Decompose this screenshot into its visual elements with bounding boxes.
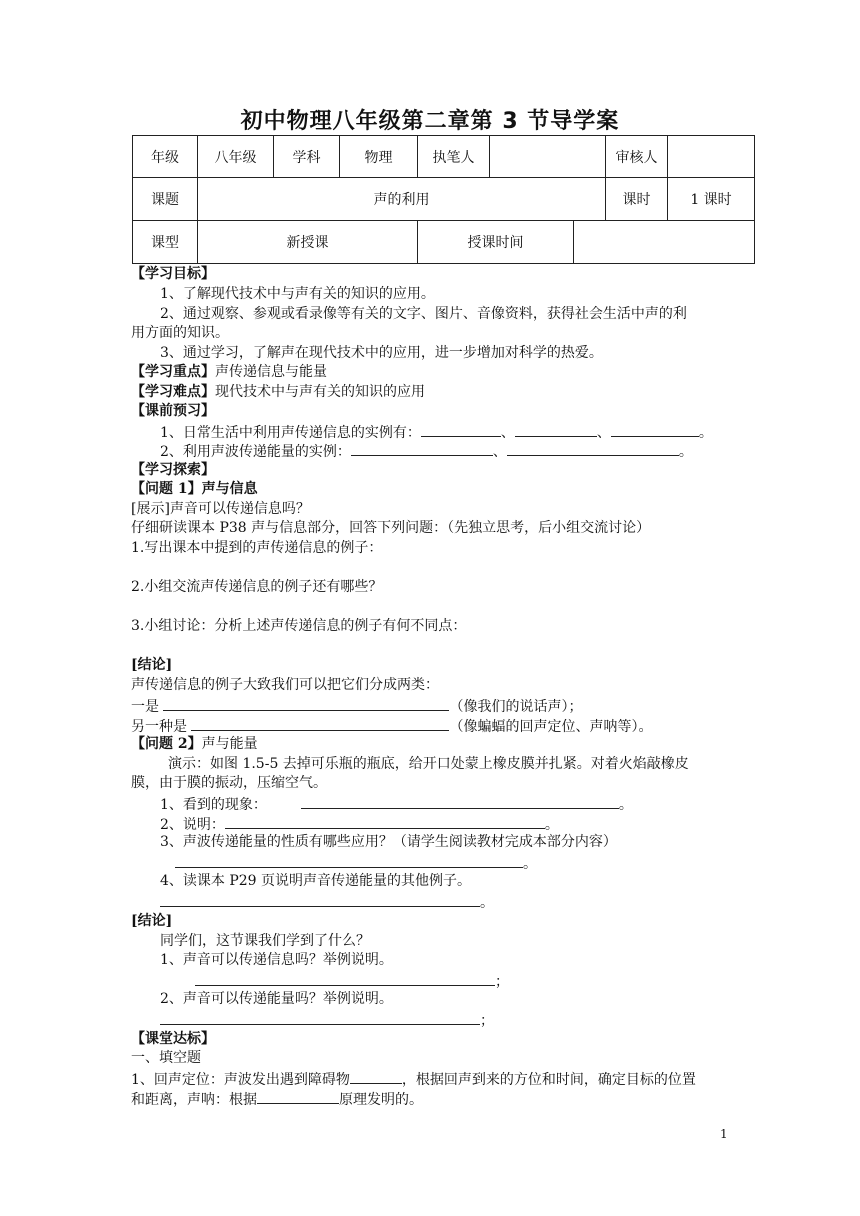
conclusion-intro: 声传递信息的例子大致我们可以把它们分成两类： (131, 677, 439, 693)
problem2-title: 声与能量 (201, 736, 258, 752)
question (160, 794, 633, 815)
table-cell: 课题 (133, 178, 198, 221)
item-suffix: （像我们的说话声）； (449, 699, 583, 715)
goals-heading: 【学习目标】 (131, 266, 215, 282)
key-point (131, 363, 327, 382)
table-cell: 1 课时 (668, 178, 755, 221)
answer-blank[interactable] (611, 422, 699, 437)
table-cell: 执笔人 (418, 136, 490, 178)
table-cell: 新授课 (198, 221, 418, 264)
answer-blank[interactable] (515, 422, 597, 437)
conclusion-item (131, 696, 582, 717)
question: 3、声波传递能量的性质有哪些应用？（请学生阅读教材完成本部分内容） (160, 834, 617, 850)
period: 。 (544, 817, 559, 833)
page-number: 1 (720, 1127, 728, 1141)
answer-blank[interactable] (195, 971, 495, 986)
table-cell: 课时 (606, 178, 668, 221)
answer-blank[interactable] (351, 441, 493, 456)
preview-question-text: 1、日常生活中利用声传递信息的实例有： (160, 425, 421, 441)
explore-heading: 【学习探索】 (131, 462, 215, 478)
table-cell: 物理 (340, 136, 418, 178)
table-cell: 年级 (133, 136, 198, 178)
period: 。 (698, 425, 713, 441)
problem2-heading (131, 735, 258, 754)
answer-line (160, 1010, 494, 1031)
conclusion-item (131, 716, 652, 737)
difficulty-label: 【学习难点】 (131, 384, 215, 400)
fill-question-continued (131, 1089, 423, 1110)
show-label: [展示] (131, 501, 170, 517)
table-cell: 学科 (274, 136, 340, 178)
question: 1.写出课本中提到的声传递信息的例子： (131, 540, 383, 556)
item-suffix: （像蝙蝠的回声定位、声呐等）。 (449, 719, 653, 735)
table-cell (490, 136, 606, 178)
question-text: 2、说明： (160, 817, 225, 833)
answer-blank[interactable] (421, 422, 501, 437)
period: 。 (618, 797, 633, 813)
preview-question (160, 422, 713, 443)
problem1-heading: 【问题 1】声与信息 (131, 481, 258, 497)
question: 2、声音可以传递能量吗？举例说明。 (160, 991, 393, 1007)
question: 2.小组交流声传递信息的例子还有哪些？ (131, 579, 383, 595)
answer-blank[interactable] (191, 716, 449, 731)
question-text: 原理发明的。 (339, 1092, 423, 1108)
item-prefix: 另一种是 (131, 719, 187, 735)
answer-blank[interactable] (175, 853, 523, 868)
table-row (133, 221, 755, 264)
fill-question (131, 1069, 696, 1090)
table-row (133, 136, 755, 178)
table-cell: 审核人 (606, 136, 668, 178)
answer-line (160, 892, 494, 913)
separator: 、 (492, 444, 507, 460)
table-cell: 八年级 (198, 136, 274, 178)
item-prefix: 一是 (131, 699, 159, 715)
page-title: 初中物理八年级第二章第 3 节导学案 (240, 109, 620, 134)
difficulty-text: 现代技术中与声有关的知识的应用 (215, 384, 425, 400)
section-title: 一、填空题 (131, 1050, 201, 1066)
question-text: ，根据回声到来的方位和时间，确定目标的位置 (401, 1072, 696, 1088)
table-row (133, 178, 755, 221)
table-cell (574, 221, 755, 264)
goal-item: 3、通过学习，了解声在现代技术中的应用，进一步增加对科学的热爱。 (160, 345, 603, 361)
preview-heading: 【课前预习】 (131, 403, 215, 419)
table-cell: 授课时间 (418, 221, 574, 264)
answer-blank[interactable] (507, 441, 679, 456)
demo-text-continued: 膜，由于膜的振动，压缩空气。 (131, 775, 327, 791)
answer-blank[interactable] (163, 696, 449, 711)
show-line (131, 500, 310, 519)
table-cell: 课型 (133, 221, 198, 264)
key-point-label: 【学习重点】 (131, 364, 215, 380)
separator: 、 (596, 425, 611, 441)
goal-item: 2、通过观察、参观或看录像等有关的文字、图片、音像资料，获得社会生活中声的利 (160, 306, 687, 322)
answer-blank[interactable] (301, 794, 619, 809)
answer-line (195, 971, 509, 992)
preview-question-text: 2、利用声波传递能量的实例： (160, 444, 351, 460)
info-table (132, 135, 755, 264)
table-cell (668, 136, 755, 178)
question-text: 1、看到的现象： (160, 797, 267, 813)
show-text: 声音可以传递信息吗？ (169, 501, 310, 517)
period: 。 (678, 444, 693, 460)
answer-blank[interactable] (160, 892, 480, 907)
question-text: 和距离，声呐：根据 (131, 1092, 257, 1108)
instruction: 仔细研读课本 P38 声与信息部分，回答下列问题：（先独立思考，后小组交流讨论） (131, 520, 651, 536)
semicolon: ； (495, 974, 509, 990)
question-text: 1、回声定位：声波发出遇到障碍物 (131, 1072, 350, 1088)
separator: 、 (500, 425, 515, 441)
semicolon: ； (480, 1013, 494, 1029)
conclusion-intro: 同学们，这节课我们学到了什么？ (160, 933, 370, 949)
conclusion-heading: [结论] (131, 657, 173, 673)
answer-blank[interactable] (350, 1069, 402, 1084)
answer-blank[interactable] (257, 1089, 339, 1104)
demo-text: 演示：如图 1.5-5 去掉可乐瓶的瓶底，给开口处蒙上橡皮膜并扎紧。对着火焰敲橡皮 (168, 756, 689, 772)
question: 3.小组讨论：分析上述声传递信息的例子有何不同点： (131, 618, 467, 634)
question (160, 814, 559, 835)
question: 1、声音可以传递信息吗？举例说明。 (160, 952, 393, 968)
period: 。 (480, 895, 494, 911)
problem2-label: 【问题 2】 (131, 736, 202, 752)
question: 4、读课本 P29 页说明声音传递能量的其他例子。 (160, 873, 472, 889)
preview-question (160, 441, 693, 462)
key-point-text: 声传递信息与能量 (215, 364, 327, 380)
answer-blank[interactable] (160, 1010, 480, 1025)
answer-line (175, 853, 537, 874)
goal-item: 1、了解现代技术中与声有关的知识的应用。 (160, 286, 435, 302)
period: 。 (523, 856, 537, 872)
goal-item-continued: 用方面的知识。 (131, 325, 229, 341)
difficulty-point (131, 383, 425, 402)
answer-blank[interactable] (225, 814, 545, 829)
classwork-heading: 【课堂达标】 (131, 1031, 215, 1047)
table-cell: 声的利用 (198, 178, 606, 221)
conclusion-heading: [结论] (131, 913, 173, 929)
